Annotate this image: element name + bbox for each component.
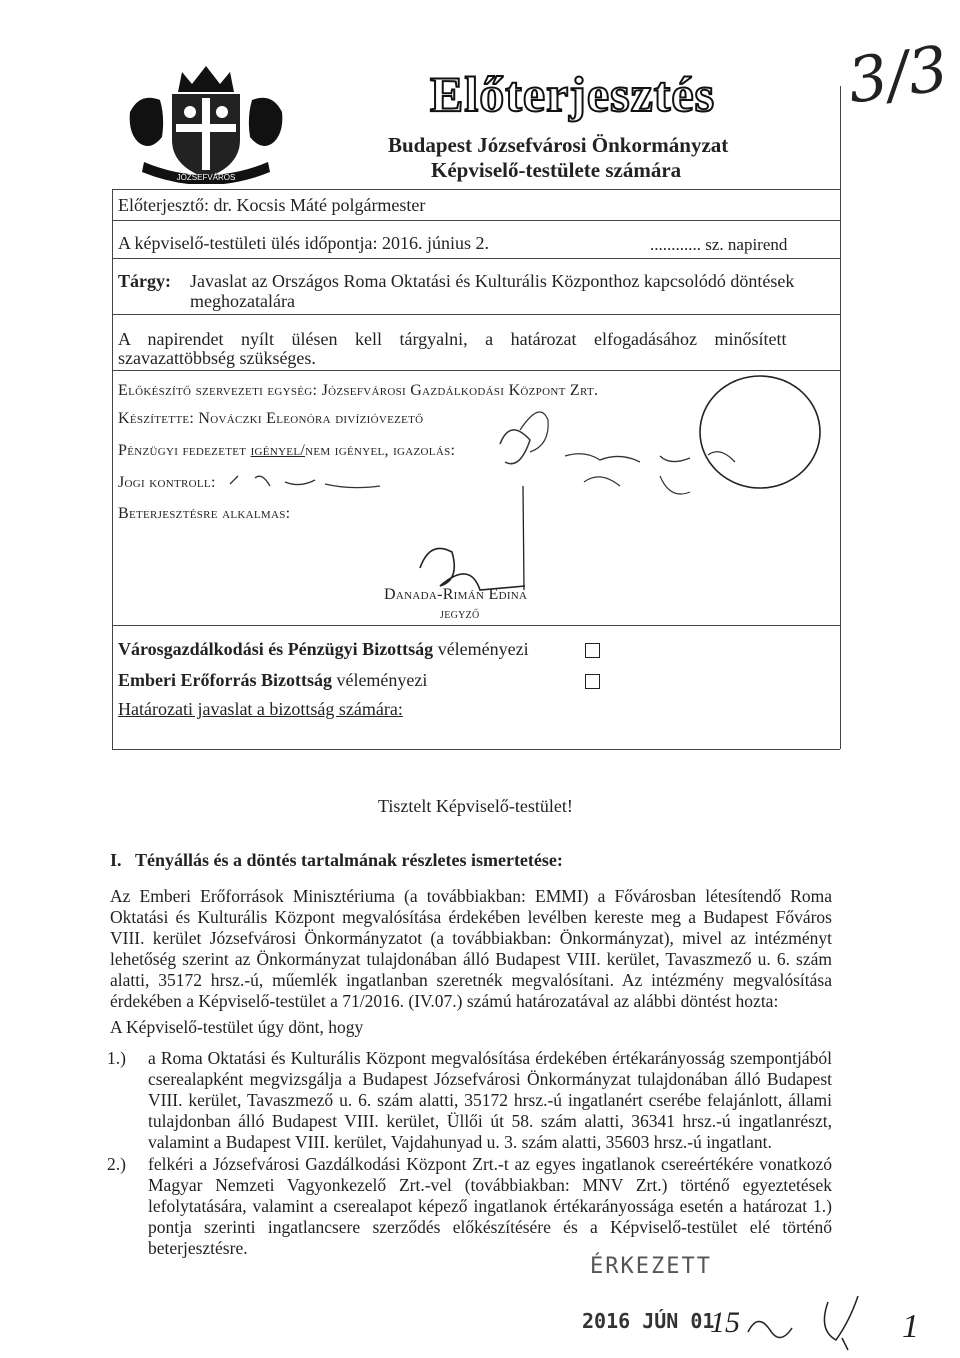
notice-line-2: szavazattöbbség szükséges. [118,348,316,368]
committee-2 [118,669,427,691]
prepared-by: Készítette: Nováczki Eleonóra divízióvezető [118,410,424,427]
item-1-number: 1.) [107,1048,126,1068]
committee-1-action: véleményezi [437,639,529,659]
legal-control-label: Jogi kontroll: [118,474,216,491]
funding-required: igényel/ [250,442,306,459]
paragraph-2: A Képviselő-testület úgy dönt, hogy [110,1017,364,1037]
received-stamp-date: 2016 JÚN 01 [582,1309,715,1333]
submitter-line: Előterjesztő: dr. Kocsis Máté polgármester [118,195,426,215]
preparing-unit: Előkészítő szervezeti egység: Józsefvárosi Gazdálkodási Központ Zrt. [118,382,599,399]
agenda-number: ............ sz. napirend [650,235,788,254]
handwritten-number: 15 [710,1306,740,1339]
subject-line-2: meghozatalára [190,291,295,311]
funding-label: Pénzügyi fedezetet [118,442,247,459]
ready-label: Beterjesztésre alkalmas: [118,505,291,522]
received-stamp-label: ÉRKEZETT [590,1254,712,1279]
logo-text: JÓZSEFVÁROS [176,173,236,182]
corner-page-mark: 3/3 [843,31,953,118]
session-date: A képviselő-testületi ülés időpontja: 2016. június 2. [118,233,489,253]
notice-line-1: A napirendet nyílt ülésen kell tárgyalni, a határozat elfogadásához minősített [118,329,787,349]
item-2-text: felkéri a Józsefvárosi Gazdálkodási Központ Zrt.-t az egyes ingatlanok csereértékére vonatkozó Magyar Nemzeti Vagyonkezelő Zrt.-vel (továbbiakban: MNV Zrt.) történő egyeztetések lefolytatására, valamint a cserealapot képező ingatlanok értékarányossága esetén a határozat 1.) pontja szerinti ingatlancsere szerződés előkészítésére és a Képviselő-testület elé történő beterjesztésre. [148,1154,832,1258]
signature-scribbles [0,0,960,640]
item-2-number: 2.) [107,1154,126,1174]
section-title: Tényállás és a döntés tartalmának részletes ismertetése: [135,850,563,870]
committee-1 [118,638,529,660]
section-number: I. [110,850,122,870]
box-bottom-edge [112,749,840,750]
subject-line-1: Javaslat az Országos Roma Oktatási és Kulturális Központhoz kapcsolódó döntések [190,271,795,291]
item-1-text: a Roma Oktatási és Kulturális Központ megvalósítása érdekében értékarányosság szempontjából cserealapként megvizsgálja a Budapest Józsefvárosi Önkormányzat tulajdonában álló Budapest VIII. kerület, Tavaszmező u. 6. szám alatti, 35172 hrsz.-ú ingatlanért cserébe felajánlott, állami tulajdonban álló Budapest VIII. kerület, Üllői út 58. szám alatti, 36341 hrsz.-ú ingatlanrészt, valamint a Budapest VIII. kerület, Vajdahunyad u. 3. szám alatti, 35603 hrsz.-ú ingatlant. [148,1048,832,1152]
committee-2-action: véleményezi [336,670,428,690]
org-line-2: Képviselő-testülete számára [431,158,682,182]
rule-above-committees [112,625,840,626]
notary-title: jegyző [440,607,480,622]
org-line-1: Budapest Józsefvárosi Önkormányzat [388,133,729,157]
document-title: Előterjesztés [430,66,716,122]
notary-name: Danada-Rimán Edina [384,586,528,603]
paragraph-1: Az Emberi Erőforrások Minisztériuma (a továbbiakban: EMMI) a Fővárosban létesítendő Roma Oktatási és Kulturális Központ megvalósítása érdekében levélben kereste meg a Budapest Főváros VIII. kerület Józsefvárosi Önkormányzatot (a továbbiakban: Önkormányzat), mivel az intézményt lehetőség szerint az Önkormányzat tulajdonában álló Budapest VIII. kerület, Tavaszmező u. 6. szám alatti, 35172 hrsz.-ú, műemlék ingatlanban szeretnék megvalósítani. Az intézmény megvalósítása érdekében a Képviselő-testület a 71/2016. (IV.07.) számú határozatával az alábbi döntést hozta: [110,886,832,1011]
proposal-label: Határozati javaslat a bizottság számára: [118,699,403,719]
salutation: Tisztelt Képviselő-testület! [378,796,573,816]
stamp-scribbles [740,1290,900,1358]
committee-1-checkbox[interactable] [585,643,600,658]
subject-label: Tárgy: [118,271,171,291]
funding-rest: nem igényel, igazolás: [305,442,456,459]
committee-1-name: Városgazdálkodási és Pénzügyi Bizottság [118,639,434,659]
committee-2-checkbox[interactable] [585,674,600,689]
committee-2-name: Emberi Erőforrás Bizottság [118,670,332,690]
handwritten-page-mark: 1 [902,1308,919,1345]
